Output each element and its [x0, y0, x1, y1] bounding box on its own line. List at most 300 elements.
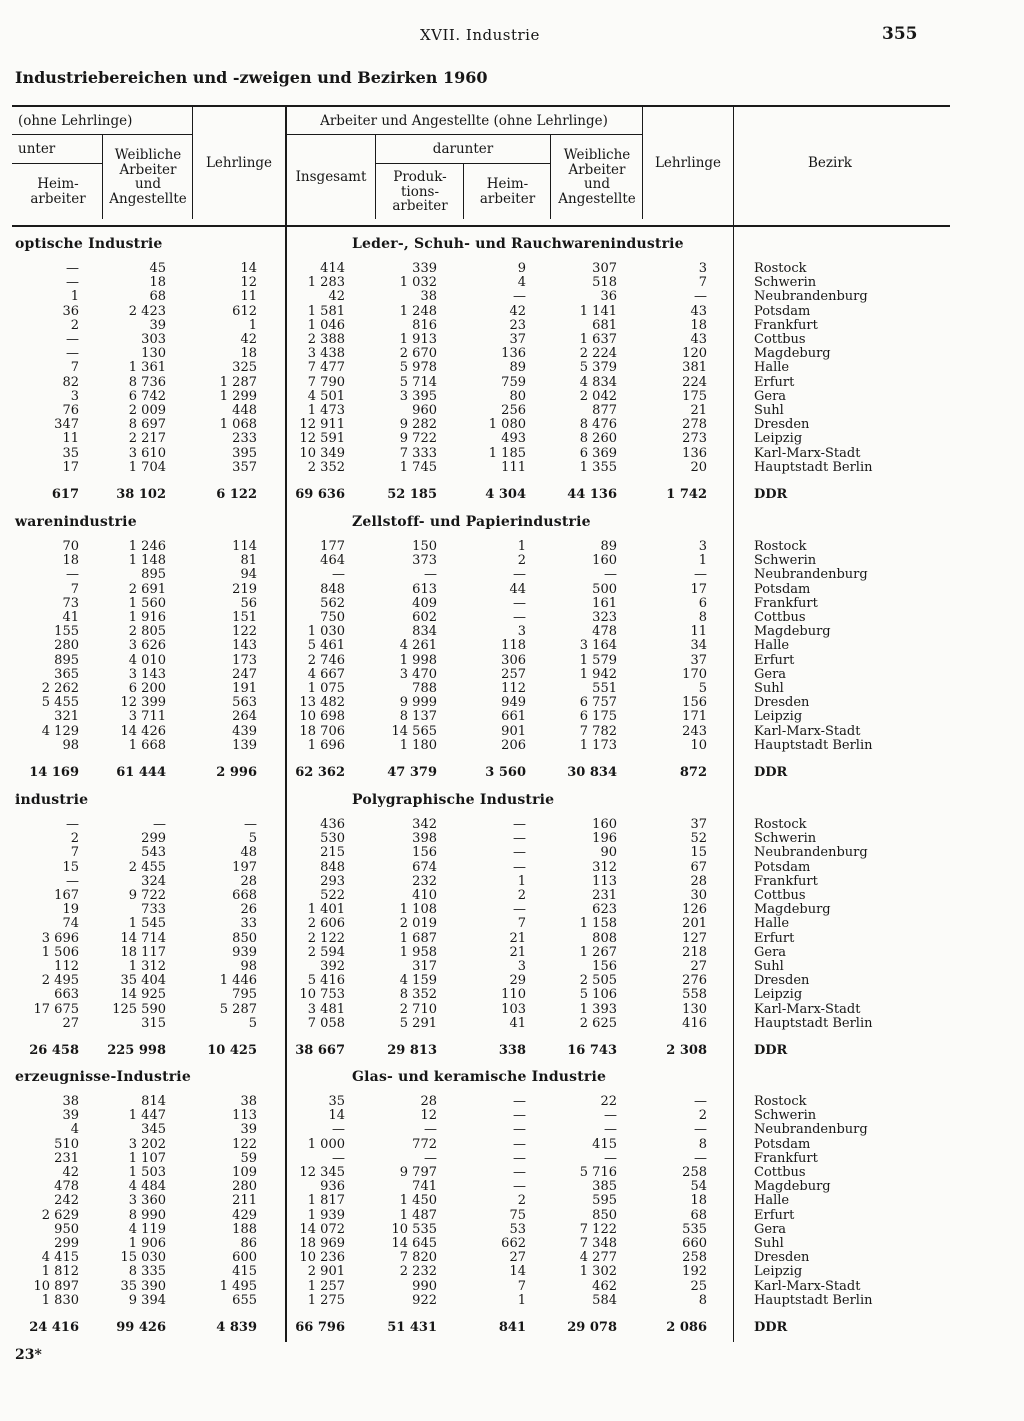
weibliche-cell: 68 [149, 289, 166, 305]
heimarbeiter-right-cell: — [513, 1108, 526, 1124]
heimarbeiter-cell: 167 [54, 888, 79, 904]
heimarbeiter-cell: 2 629 [41, 1207, 79, 1223]
chapter-heading: XVII. Industrie [420, 26, 540, 44]
lehrlinge-right-cell: 43 [690, 332, 707, 348]
lehrlinge-right-cell: 5 [698, 681, 707, 697]
heimarbeiter-right-cell: 103 [501, 1001, 526, 1017]
heimarbeiter-total: 617 [51, 487, 79, 502]
bezirk-cell: Magdeburg [754, 902, 831, 918]
weibliche-right-cell: 90 [600, 845, 617, 861]
lehrlinge-cell: 109 [232, 1165, 257, 1181]
lehrlinge-cell: 11 [240, 289, 257, 305]
insgesamt-cell: 13 482 [299, 695, 345, 711]
lehrlinge-right-cell: 201 [682, 916, 707, 932]
insgesamt-cell: 177 [320, 539, 345, 554]
weibliche-column [112, 818, 166, 1031]
weibliche-cell: 2 691 [128, 581, 166, 597]
heimarbeiter-cell: 17 [62, 459, 79, 475]
weibliche-right-cell: 385 [592, 1179, 617, 1195]
weibliche-cell: 1 668 [128, 737, 166, 753]
produktionsarbeiter-cell: 409 [412, 595, 437, 611]
heimarbeiter-cell: 950 [54, 1221, 79, 1237]
column-header-group-left: (ohne Lehrlinge) [18, 113, 133, 129]
weibliche-cell: 8 990 [128, 1207, 166, 1223]
lehrlinge-right-cell: 52 [690, 831, 707, 847]
lehrlinge-cell: 33 [240, 916, 257, 932]
col-divider [192, 107, 193, 219]
weibliche-cell: 15 030 [120, 1250, 166, 1266]
weibliche-right-cell: 89 [600, 539, 617, 554]
weibliche-right-cell: 323 [592, 610, 617, 626]
weibliche-right-cell: 518 [592, 275, 617, 291]
bezirk-cell: Hauptstadt Berlin [754, 1292, 873, 1308]
lehrlinge-right-total: 2 308 [666, 1043, 707, 1058]
bezirk-cell: Leipzig [754, 431, 803, 447]
lehrlinge-cell: 38 [240, 1094, 257, 1109]
heimarbeiter-cell: — [66, 567, 79, 583]
heimarbeiter-cell: 280 [54, 638, 79, 654]
insgesamt-cell: 215 [320, 845, 345, 861]
bezirk-cell: Frankfurt [754, 873, 818, 889]
lehrlinge-cell: 197 [232, 859, 257, 875]
bezirk-cell: Potsdam [754, 581, 811, 597]
column-header-insgesamt: Insgesamt [295, 169, 367, 185]
insgesamt-cell: 35 [328, 1094, 345, 1109]
weibliche-cell: 345 [141, 1122, 166, 1138]
weibliche-total: 38 102 [116, 487, 166, 502]
weibliche-right-cell: 1 942 [579, 666, 617, 682]
produktionsarbeiter-cell: 922 [412, 1292, 437, 1308]
insgesamt-column [300, 262, 346, 475]
lehrlinge-cell: 415 [232, 1264, 257, 1280]
weibliche-right-cell: 113 [592, 873, 617, 889]
weibliche-right-cell: 36 [600, 289, 617, 305]
produktionsarbeiter-column [392, 540, 438, 753]
weibliche-right-cell: 2 042 [579, 388, 617, 404]
produktionsarbeiter-total: 47 379 [387, 765, 437, 780]
weibliche-cell: 35 404 [120, 973, 166, 989]
lehrlinge-right-cell: 18 [690, 317, 707, 333]
lehrlinge-total: 4 839 [216, 1320, 257, 1335]
produktionsarbeiter-cell: 342 [412, 817, 437, 832]
heimarbeiter-cell: 73 [62, 595, 79, 611]
bezirk-cell: Gera [754, 666, 787, 682]
produktionsarbeiter-cell: 1 180 [399, 737, 437, 753]
bezirk-cell: Rostock [754, 539, 807, 554]
lehrlinge-right-cell: 127 [682, 930, 707, 946]
heimarbeiter-cell: 4 415 [41, 1250, 79, 1266]
lehrlinge-right-cell: 7 [698, 275, 707, 291]
heimarbeiter-right-cell: — [513, 1122, 526, 1138]
lehrlinge-right-cell: 43 [690, 303, 707, 319]
weibliche-right-cell: — [604, 1122, 617, 1138]
weibliche-right-cell: 160 [592, 553, 617, 569]
lehrlinge-right-cell: 21 [690, 403, 707, 419]
lehrlinge-cell: 26 [240, 902, 257, 918]
bezirk-cell: Halle [754, 1193, 790, 1209]
lehrlinge-right-cell: 1 [698, 553, 707, 569]
weibliche-total: 99 426 [116, 1320, 166, 1335]
bezirk-cell: Cottbus [754, 888, 806, 904]
bezirk-cell: Erfurt [754, 374, 795, 390]
weibliche-right-cell: 1 393 [579, 1001, 617, 1017]
heimarbeiter-cell: 478 [54, 1179, 79, 1195]
weibliche-right-cell: 5 106 [579, 987, 617, 1003]
weibliche-cell: 2 455 [128, 859, 166, 875]
insgesamt-total: 62 362 [295, 765, 345, 780]
col-divider [102, 134, 103, 219]
lehrlinge-right-cell: 54 [690, 1179, 707, 1195]
section-title-left: industrie [15, 792, 89, 808]
lehrlinge-total: 2 996 [216, 765, 257, 780]
lehrlinge-cell: 655 [232, 1292, 257, 1308]
lehrlinge-right-cell: — [694, 1150, 707, 1166]
lehrlinge-cell: 122 [232, 624, 257, 640]
weibliche-right-cell: 6 369 [579, 445, 617, 461]
heimarbeiter-right-cell: 112 [501, 681, 526, 697]
lehrlinge-right-cell: 20 [690, 459, 707, 475]
weibliche-column [129, 262, 166, 475]
heimarbeiter-total: 14 169 [29, 765, 79, 780]
bezirk-cell: Rostock [754, 261, 807, 276]
weibliche-cell: 4 484 [128, 1179, 166, 1195]
lehrlinge-right-cell: 11 [690, 624, 707, 640]
produktionsarbeiter-cell: 14 565 [391, 723, 437, 739]
weibliche-cell: 9 722 [128, 888, 166, 904]
heimarbeiter-right-cell: 111 [501, 459, 526, 475]
bezirk-cell: Gera [754, 944, 787, 960]
weibliche-right-total: 16 743 [567, 1043, 617, 1058]
lehrlinge-right-cell: 67 [690, 859, 707, 875]
lehrlinge-column [220, 1095, 257, 1308]
produktionsarbeiter-column [400, 262, 437, 475]
heimarbeiter-right-total: 338 [498, 1043, 526, 1058]
insgesamt-cell: 2 122 [307, 930, 345, 946]
lehrlinge-right-cell: 27 [690, 959, 707, 975]
heimarbeiter-cell: 2 262 [41, 681, 79, 697]
heimarbeiter-right-cell: — [513, 845, 526, 861]
heimarbeiter-cell: — [66, 332, 79, 348]
lehrlinge-cell: 113 [232, 1108, 257, 1124]
weibliche-cell: 6 200 [128, 681, 166, 697]
insgesamt-cell: 10 698 [299, 709, 345, 725]
produktionsarbeiter-cell: 960 [412, 403, 437, 419]
lehrlinge-cell: 939 [232, 944, 257, 960]
produktionsarbeiter-cell: 10 535 [391, 1221, 437, 1237]
bezirk-cell: Schwerin [754, 1108, 817, 1124]
produktionsarbeiter-total: 52 185 [387, 487, 437, 502]
bezirk-cell: Erfurt [754, 652, 795, 668]
heimarbeiter-right-cell: 21 [509, 930, 526, 946]
insgesamt-total: 66 796 [295, 1320, 345, 1335]
lehrlinge-cell: 139 [232, 737, 257, 753]
column-header-lehrlinge-right: Lehrlinge [654, 155, 722, 171]
lehrlinge-right-cell: 30 [690, 888, 707, 904]
weibliche-right-total: 30 834 [567, 765, 617, 780]
weibliche-right-cell: 1 141 [579, 303, 617, 319]
column-header-heimarbeiter-right: Heim- arbeiter [479, 176, 536, 207]
heimarbeiter-cell: 41 [62, 610, 79, 626]
heimarbeiter-right-cell: 53 [509, 1221, 526, 1237]
heimarbeiter-cell: — [66, 346, 79, 362]
col-divider-main [285, 107, 287, 1342]
insgesamt-cell: 848 [320, 859, 345, 875]
column-header-group-right: Arbeiter und Angestellte (ohne Lehrlinge) [320, 113, 608, 129]
lehrlinge-total: 10 425 [207, 1043, 257, 1058]
heimarbeiter-cell: 36 [62, 303, 79, 319]
insgesamt-cell: 1 075 [307, 681, 345, 697]
produktionsarbeiter-column [400, 818, 437, 1031]
bezirk-cell: Rostock [754, 817, 807, 832]
heimarbeiter-column [42, 540, 79, 753]
weibliche-cell: 2 217 [128, 431, 166, 447]
insgesamt-cell: 1 275 [307, 1292, 345, 1308]
insgesamt-cell: 4 667 [307, 666, 345, 682]
heimarbeiter-cell: 10 897 [33, 1278, 79, 1294]
produktionsarbeiter-cell: 4 159 [399, 973, 437, 989]
insgesamt-cell: 750 [320, 610, 345, 626]
lehrlinge-cell: 94 [240, 567, 257, 583]
weibliche-cell: 2 805 [128, 624, 166, 640]
lehrlinge-right-cell: 416 [682, 1015, 707, 1031]
heimarbeiter-right-cell: — [513, 1136, 526, 1152]
heimarbeiter-right-cell: 2 [517, 553, 526, 569]
heimarbeiter-right-cell: 1 [517, 1292, 526, 1308]
weibliche-cell: 45 [149, 261, 166, 276]
insgesamt-cell: 2 594 [307, 944, 345, 960]
weibliche-cell: 1 246 [128, 539, 166, 554]
weibliche-cell: 14 925 [120, 987, 166, 1003]
weibliche-right-cell: 1 579 [579, 652, 617, 668]
lehrlinge-cell: 48 [240, 845, 257, 861]
heimarbeiter-right-cell: 110 [501, 987, 526, 1003]
weibliche-column [121, 540, 167, 753]
lehrlinge-right-total: 1 742 [666, 487, 707, 502]
produktionsarbeiter-cell: 990 [412, 1278, 437, 1294]
heimarbeiter-cell: 3 [70, 388, 79, 404]
bezirk-cell: Dresden [754, 417, 810, 433]
heimarbeiter-cell: — [66, 275, 79, 291]
bezirk-cell: Suhl [754, 1236, 784, 1252]
weibliche-cell: 303 [141, 332, 166, 348]
lehrlinge-cell: 1 495 [219, 1278, 257, 1294]
heimarbeiter-cell: 510 [54, 1136, 79, 1152]
weibliche-right-cell: 584 [592, 1292, 617, 1308]
lehrlinge-right-cell: 3 [698, 261, 707, 276]
weibliche-right-column [580, 262, 617, 475]
heimarbeiter-right-cell: 306 [501, 652, 526, 668]
insgesamt-cell: 1 473 [307, 403, 345, 419]
weibliche-total: 225 998 [107, 1043, 166, 1058]
weibliche-right-cell: 681 [592, 317, 617, 333]
produktionsarbeiter-cell: 5 714 [399, 374, 437, 390]
heimarbeiter-right-total: 841 [498, 1320, 526, 1335]
produktionsarbeiter-cell: 674 [412, 859, 437, 875]
weibliche-cell: 315 [141, 1015, 166, 1031]
insgesamt-cell: 18 706 [299, 723, 345, 739]
weibliche-right-cell: 1 173 [579, 737, 617, 753]
weibliche-column [121, 1095, 167, 1308]
heimarbeiter-right-cell: — [513, 1179, 526, 1195]
produktionsarbeiter-cell: 2 710 [399, 1001, 437, 1017]
produktionsarbeiter-cell: 373 [412, 553, 437, 569]
heimarbeiter-column [34, 818, 80, 1031]
column-header-darunter: darunter [432, 141, 494, 157]
weibliche-cell: 1 906 [128, 1236, 166, 1252]
heimarbeiter-cell: 321 [54, 709, 79, 725]
section-title-right: Zellstoff- und Papierindustrie [352, 514, 591, 530]
bezirk-cell: Hauptstadt Berlin [754, 1015, 873, 1031]
lehrlinge-right-cell: 8 [698, 1136, 707, 1152]
weibliche-right-cell: 7 782 [579, 723, 617, 739]
bezirk-cell: Suhl [754, 403, 784, 419]
heimarbeiter-right-cell: — [513, 289, 526, 305]
lehrlinge-right-cell: 278 [682, 417, 707, 433]
lehrlinge-cell: 439 [232, 723, 257, 739]
bezirk-cell: Karl-Marx-Stadt [754, 1278, 861, 1294]
insgesamt-cell: 5 416 [307, 973, 345, 989]
insgesamt-column [300, 1095, 346, 1308]
weibliche-right-cell: — [604, 1150, 617, 1166]
weibliche-cell: 1 447 [128, 1108, 166, 1124]
produktionsarbeiter-cell: — [424, 1150, 437, 1166]
weibliche-cell: 733 [141, 902, 166, 918]
section-title-left: erzeugnisse-Industrie [15, 1069, 191, 1085]
heimarbeiter-cell: 895 [54, 652, 79, 668]
lehrlinge-cell: — [244, 817, 257, 832]
insgesamt-cell: 10 349 [299, 445, 345, 461]
lehrlinge-cell: 191 [232, 681, 257, 697]
heimarbeiter-cell: 98 [62, 737, 79, 753]
bezirk-cell: Frankfurt [754, 1150, 818, 1166]
weibliche-cell: 2 423 [128, 303, 166, 319]
lehrlinge-right-cell: 660 [682, 1236, 707, 1252]
insgesamt-cell: 4 501 [307, 388, 345, 404]
lehrlinge-right-cell: 17 [690, 581, 707, 597]
produktionsarbeiter-cell: 1 032 [399, 275, 437, 291]
heimarbeiter-right-cell: 136 [501, 346, 526, 362]
insgesamt-cell: 1 581 [307, 303, 345, 319]
bezirk-cell: Halle [754, 360, 790, 376]
heimarbeiter-cell: 1 506 [41, 944, 79, 960]
heimarbeiter-right-cell: 901 [501, 723, 526, 739]
heimarbeiter-right-cell: 21 [509, 944, 526, 960]
lehrlinge-right-cell: 258 [682, 1250, 707, 1266]
produktionsarbeiter-cell: 1 958 [399, 944, 437, 960]
heimarbeiter-right-cell: 2 [517, 1193, 526, 1209]
produktionsarbeiter-cell: 772 [412, 1136, 437, 1152]
lehrlinge-cell: 795 [232, 987, 257, 1003]
lehrlinge-cell: 280 [232, 1179, 257, 1195]
insgesamt-column [300, 540, 346, 753]
insgesamt-total: 38 667 [295, 1043, 345, 1058]
lehrlinge-right-cell: 2 [698, 1108, 707, 1124]
bezirk-cell: Suhl [754, 681, 784, 697]
insgesamt-cell: 1 939 [307, 1207, 345, 1223]
lehrlinge-right-cell: 120 [682, 346, 707, 362]
weibliche-right-cell: 3 164 [579, 638, 617, 654]
heimarbeiter-right-column [489, 262, 526, 475]
weibliche-right-cell: 808 [592, 930, 617, 946]
insgesamt-cell: 12 911 [299, 417, 345, 433]
weibliche-cell: 1 107 [128, 1150, 166, 1166]
heimarbeiter-right-cell: 949 [501, 695, 526, 711]
produktionsarbeiter-total: 29 813 [387, 1043, 437, 1058]
heimarbeiter-cell: 347 [54, 417, 79, 433]
heimarbeiter-right-cell: 42 [509, 303, 526, 319]
insgesamt-cell: 1 046 [307, 317, 345, 333]
unter-rule [12, 163, 102, 164]
heimarbeiter-right-cell: 37 [509, 332, 526, 348]
produktionsarbeiter-cell: 741 [412, 1179, 437, 1195]
weibliche-cell: 1 916 [128, 610, 166, 626]
produktionsarbeiter-cell: 1 687 [399, 930, 437, 946]
bezirk-cell: Karl-Marx-Stadt [754, 1001, 861, 1017]
weibliche-cell: 18 [149, 275, 166, 291]
lehrlinge-right-cell: 3 [698, 539, 707, 554]
lehrlinge-right-column [682, 262, 707, 475]
weibliche-cell: 2 009 [128, 403, 166, 419]
bezirk-cell: Rostock [754, 1094, 807, 1109]
weibliche-cell: 3 360 [128, 1193, 166, 1209]
produktionsarbeiter-cell: 1 998 [399, 652, 437, 668]
weibliche-cell: 9 394 [128, 1292, 166, 1308]
weibliche-cell: 1 704 [128, 459, 166, 475]
produktionsarbeiter-column [392, 1095, 438, 1308]
heimarbeiter-right-cell: 3 [517, 959, 526, 975]
lehrlinge-cell: 5 287 [219, 1001, 257, 1017]
weibliche-right-total: 44 136 [567, 487, 617, 502]
weibliche-right-cell: 462 [592, 1278, 617, 1294]
heimarbeiter-cell: 27 [62, 1015, 79, 1031]
produktionsarbeiter-cell: 232 [412, 873, 437, 889]
lehrlinge-column [220, 818, 257, 1031]
bezirk-cell: Potsdam [754, 1136, 811, 1152]
heimarbeiter-right-cell: — [513, 831, 526, 847]
lehrlinge-cell: 143 [232, 638, 257, 654]
section-title-right: Glas- und keramische Industrie [352, 1069, 607, 1085]
insgesamt-cell: 5 461 [307, 638, 345, 654]
bezirk-cell: Neubrandenburg [754, 1122, 868, 1138]
lehrlinge-right-cell: — [694, 1094, 707, 1109]
bezirk-total: DDR [754, 487, 788, 502]
bezirk-cell: Frankfurt [754, 317, 818, 333]
weibliche-cell: 814 [141, 1094, 166, 1109]
lehrlinge-cell: 188 [232, 1221, 257, 1237]
heimarbeiter-cell: 2 495 [41, 973, 79, 989]
lehrlinge-right-column [682, 818, 707, 1031]
lehrlinge-cell: 5 [248, 1015, 257, 1031]
heimarbeiter-cell: 19 [62, 902, 79, 918]
lehrlinge-right-cell: 8 [698, 610, 707, 626]
heimarbeiter-right-cell: 1 [517, 873, 526, 889]
produktionsarbeiter-cell: 12 [420, 1108, 437, 1124]
insgesamt-cell: 1 696 [307, 737, 345, 753]
heimarbeiter-right-cell: 23 [509, 317, 526, 333]
lehrlinge-right-cell: 535 [682, 1221, 707, 1237]
heimarbeiter-cell: 17 675 [33, 1001, 79, 1017]
produktionsarbeiter-cell: 317 [412, 959, 437, 975]
bezirk-cell: Potsdam [754, 303, 811, 319]
bezirk-cell: Magdeburg [754, 624, 831, 640]
lehrlinge-cell: 563 [232, 695, 257, 711]
lehrlinge-cell: 247 [232, 666, 257, 682]
bezirk-cell: Neubrandenburg [754, 567, 868, 583]
insgesamt-cell: 7 058 [307, 1015, 345, 1031]
heimarbeiter-cell: 42 [62, 1165, 79, 1181]
weibliche-right-cell: 307 [592, 261, 617, 276]
heimarbeiter-right-cell: 206 [501, 737, 526, 753]
